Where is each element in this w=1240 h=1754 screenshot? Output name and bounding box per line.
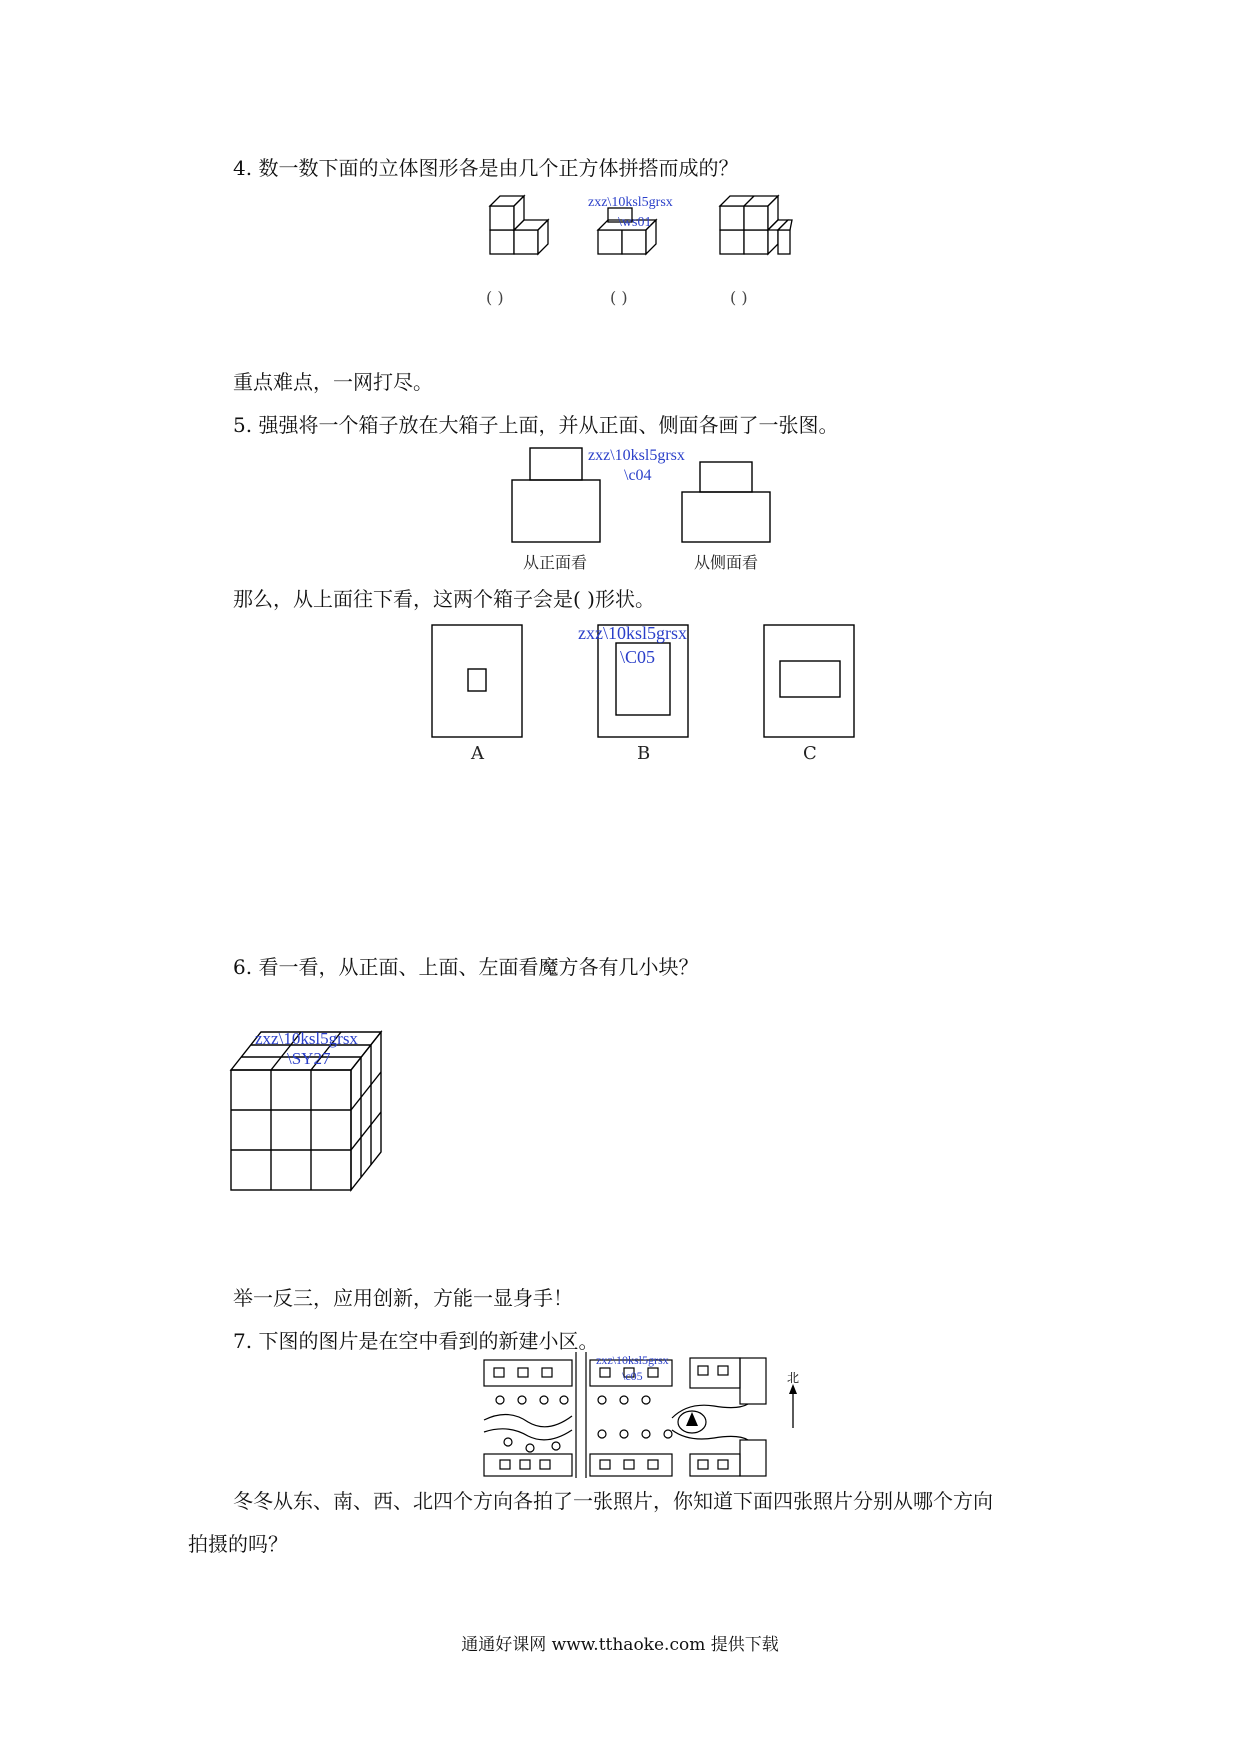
question-5-text: 5. 强强将一个箱子放在大箱子上面，并从正面、侧面各画了一张图。 xyxy=(233,413,839,437)
option-a-inner xyxy=(468,669,486,691)
q7-watermark-line2: \c05 xyxy=(622,1369,643,1383)
q5-watermark-line2: \c04 xyxy=(624,467,652,484)
north-arrow-icon xyxy=(789,1384,797,1394)
q5-options-watermark-line1: zxz\10ksl5grsx xyxy=(578,623,687,643)
option-a-outer xyxy=(432,625,522,737)
q7-watermark-line1: zxz\10ksl5grsx xyxy=(596,1353,669,1367)
section-heading-1: 重点难点，一网打尽。 xyxy=(233,370,433,394)
q4-cube-figures xyxy=(470,188,820,266)
q4-watermark-line2: \ws01 xyxy=(618,215,652,230)
cube-figure-1 xyxy=(490,196,548,254)
section-heading-2: 举一反三，应用创新，方能一显身手！ xyxy=(233,1286,573,1310)
rubiks-cube xyxy=(225,1018,405,1198)
q4-answer-blank-3: ( ) xyxy=(730,288,748,307)
front-large-box xyxy=(512,480,600,542)
q6-watermark-line2: \SY27 xyxy=(287,1049,331,1068)
cube-figure-3 xyxy=(720,196,792,254)
side-large-box xyxy=(682,492,770,542)
q5-question: 那么，从上面往下看，这两个箱子会是( )形状。 xyxy=(233,587,655,611)
q5-watermark-line1: zxz\10ksl5grsx xyxy=(588,447,685,464)
option-b-label: B xyxy=(637,743,651,764)
q4-answer-blank-2: ( ) xyxy=(610,288,628,307)
north-label: 北 xyxy=(787,1371,800,1385)
option-a-label: A xyxy=(471,743,484,764)
q6-watermark-line1: zxz\10ksl5grsx xyxy=(255,1029,358,1048)
q4-answer-blank-1: ( ) xyxy=(486,288,504,307)
option-c-label: C xyxy=(803,743,817,764)
option-c-inner xyxy=(780,661,840,697)
question-6-text: 6. 看一看，从正面、上面、左面看魔方各有几小块？ xyxy=(233,955,699,979)
tree-icon xyxy=(686,1412,698,1426)
question-7-text: 7. 下图的图片是在空中看到的新建小区。 xyxy=(233,1329,599,1353)
label-front-view: 从正面看 xyxy=(523,553,588,572)
question-4-text: 4. 数一数下面的立体图形各是由几个正方体拼搭而成的？ xyxy=(233,156,739,180)
front-small-box xyxy=(530,448,582,480)
label-side-view: 从侧面看 xyxy=(694,553,759,572)
page-footer: 通通好课网 www.tthaoke.com 提供下载 xyxy=(461,1635,779,1655)
q5-options-watermark-line2: \C05 xyxy=(620,647,656,667)
q7-paragraph-line2: 拍摄的吗？ xyxy=(188,1532,288,1556)
side-small-box xyxy=(700,462,752,492)
neighborhood-aerial-map xyxy=(478,1350,818,1480)
q4-watermark-line1: zxz\10ksl5grsx xyxy=(588,195,673,210)
q7-paragraph-line1: 冬冬从东、南、西、北四个方向各拍了一张照片，你知道下面四张照片分别从哪个方向 xyxy=(233,1489,993,1513)
